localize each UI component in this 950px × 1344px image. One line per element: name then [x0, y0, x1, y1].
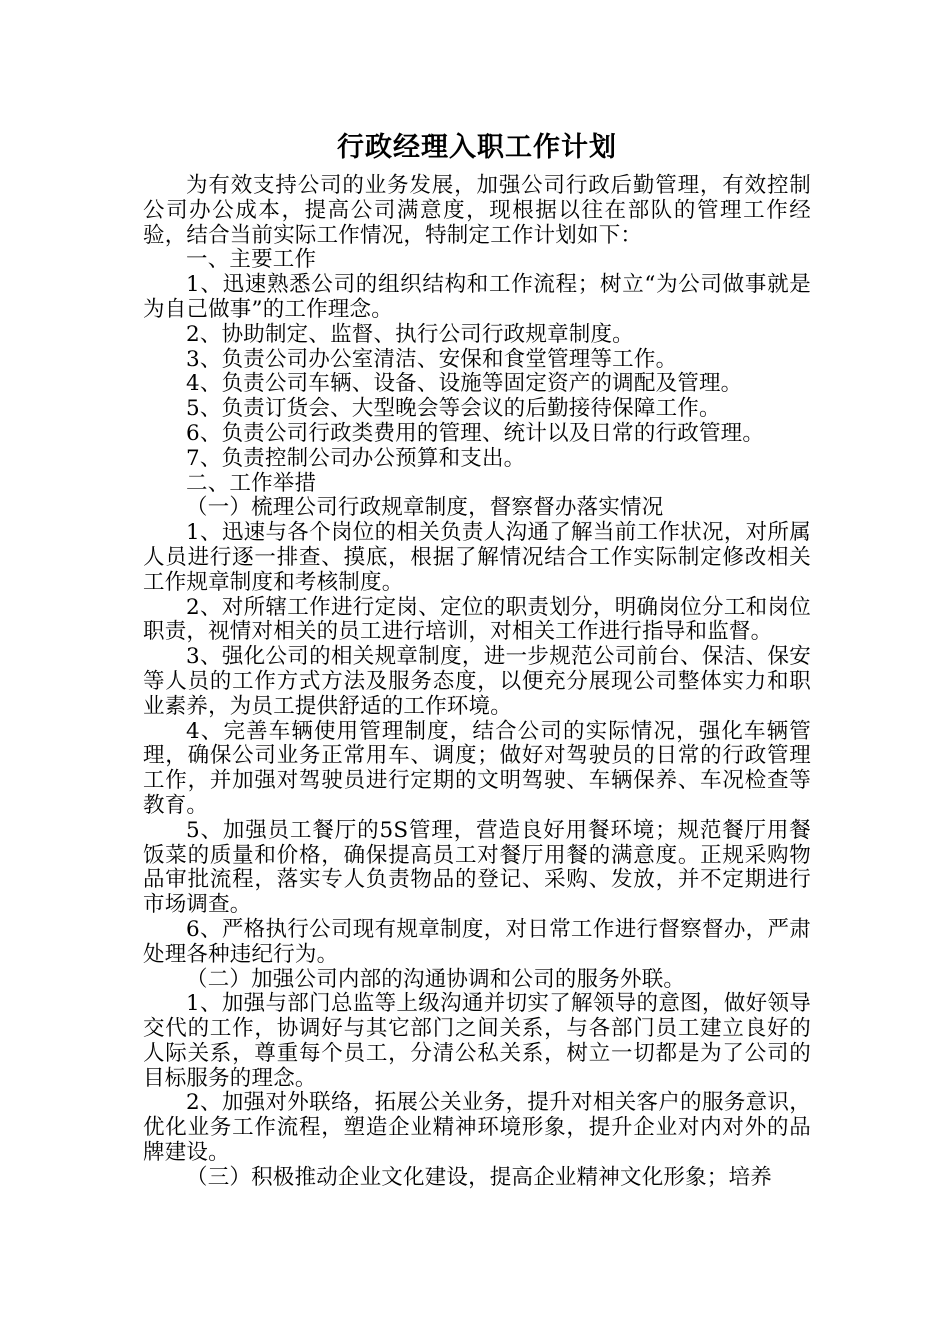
paragraph-item: 2、对所辖工作进行定岗、定位的职责划分，明确岗位分工和岗位职责，视情对相关的员工进行培训，对相关工作进行指导和监督。 [143, 594, 811, 645]
paragraph-item: 5、负责订货会、大型晚会等会议的后勤接待保障工作。 [186, 396, 721, 422]
subsection-heading: （三）积极推动企业文化建设，提高企业精神文化形象；培养 [186, 1164, 772, 1190]
paragraph-item: 4、完善车辆使用管理制度，结合公司的实际情况，强化车辆管理，确保公司业务正常用车、调度；做好对驾驶员的日常的行政管理工作，并加强对驾驶员进行定期的文明驾驶、车辆保养、车况检查等教育。 [143, 718, 811, 818]
section-heading-main-work: 一、主要工作 [186, 247, 317, 273]
paragraph-item: 4、负责公司车辆、设备、设施等固定资产的调配及管理。 [186, 371, 743, 397]
paragraph-item: 5、加强员工餐厅的5S管理，营造良好用餐环境；规范餐厅用餐饭菜的质量和价格，确保提高员工对餐厅用餐的满意度。正规采购物品审批流程，落实专人负责物品的登记、采购、发放，并不定期进行市场调查。 [143, 817, 811, 918]
paragraph-item: 1、迅速与各个岗位的相关负责人沟通了解当前工作状况，对所属人员进行逐一排查、摸底，根据了解情况结合工作实际制定修改相关工作规章制度和考核制度。 [143, 520, 811, 595]
paragraph-item: 6、负责公司行政类费用的管理、统计以及日常的行政管理。 [186, 420, 765, 446]
paragraph-item: 1、迅速熟悉公司的组织结构和工作流程；树立“为公司做事就是为自己做事”的工作理念。 [143, 272, 811, 322]
document-title: 行政经理入职工作计划 [337, 132, 617, 163]
paragraph-item: 2、加强对外联络，拓展公关业务，提升对相关客户的服务意识，优化业务工作流程，塑造企业精神环境形象，提升企业对内对外的品牌建设。 [143, 1090, 811, 1166]
document-page [143, 128, 811, 1191]
paragraph-item: 7、负责控制公司办公预算和支出。 [186, 445, 526, 471]
paragraph-intro: 为有效支持公司的业务发展，加强公司行政后勤管理，有效控制公司办公成本，提高公司满意度，现根据以往在部队的管理工作经验，结合当前实际工作情况，特制定工作计划如下： [143, 173, 811, 248]
paragraph-item: 3、强化公司的相关规章制度，进一步规范公司前台、保洁、保安等人员的工作方式方法及服务态度，以便充分展现公司整体实力和职业素养，为员工提供舒适的工作环境。 [143, 644, 811, 719]
paragraph-item: 6、严格执行公司现有规章制度，对日常工作进行督察督办，严肃处理各种违纪行为。 [143, 916, 811, 967]
subsection-heading: （二）加强公司内部的沟通协调和公司的服务外联。 [186, 966, 686, 992]
subsection-heading: （一）梳理公司行政规章制度，督察督办落实情况 [186, 495, 664, 521]
section-heading-measures: 二、工作举措 [186, 470, 317, 496]
paragraph-item: 2、协助制定、监督、执行公司行政规章制度。 [186, 321, 634, 347]
paragraph-item: 1、加强与部门总监等上级沟通并切实了解领导的意图，做好领导交代的工作，协调好与其它部门之间关系，与各部门员工建立良好的人际关系，尊重每个员工，分清公私关系，树立一切都是为了公司的目标服务的理念。 [143, 991, 811, 1091]
paragraph-item: 3、负责公司办公室清洁、安保和食堂管理等工作。 [186, 346, 678, 372]
